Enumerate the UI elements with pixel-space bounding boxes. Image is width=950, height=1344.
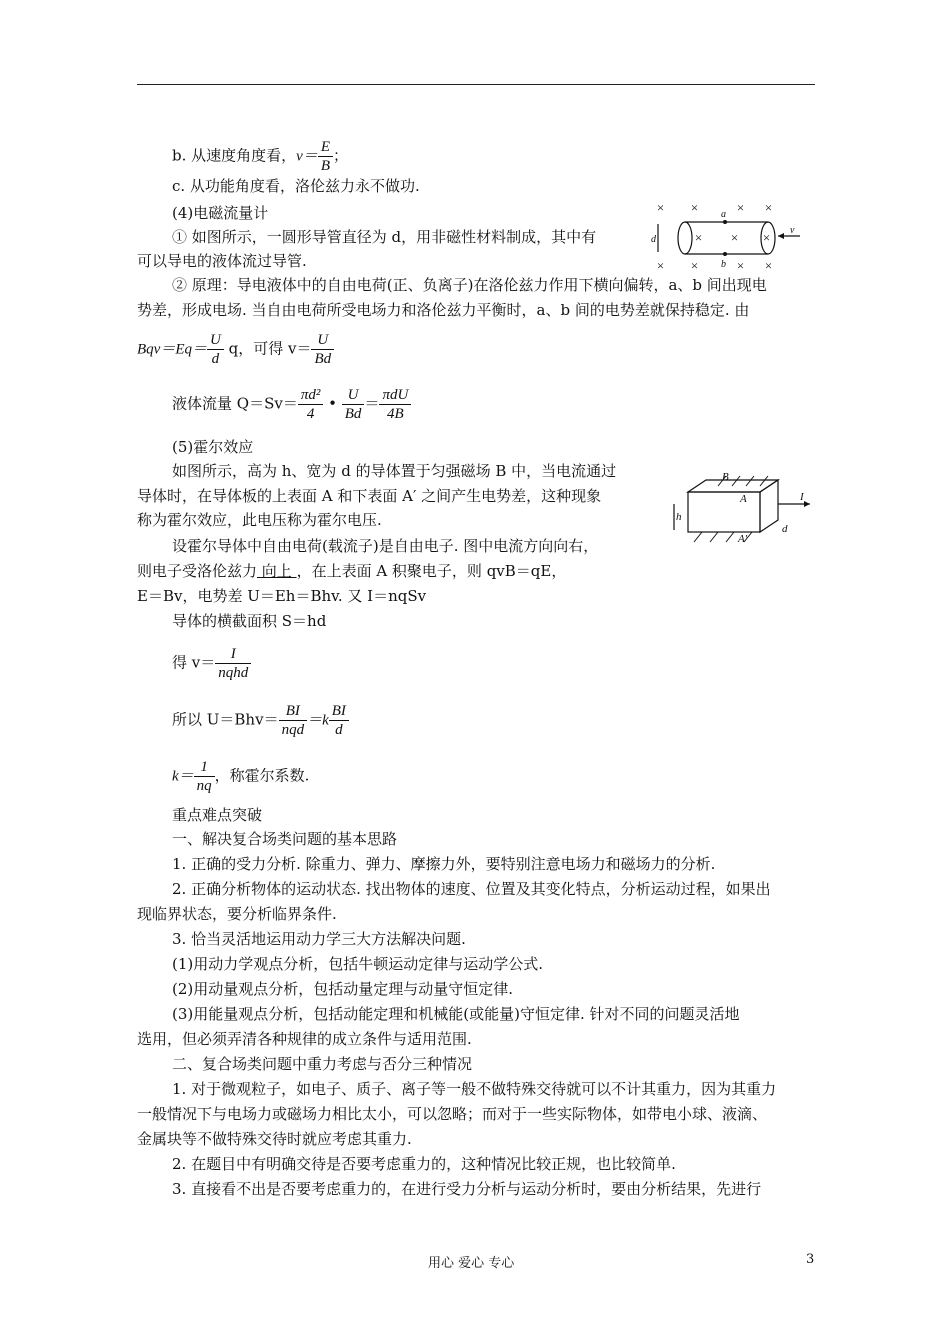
math: k＝ (172, 768, 194, 785)
numerator: E (318, 138, 333, 157)
text: 则电子受洛伦兹力 (137, 562, 258, 580)
denominator: 4 (306, 406, 315, 422)
section-5-heading: (5)霍尔效应 (172, 438, 254, 456)
text: 液体流量 Q＝Sv＝ (172, 394, 298, 413)
label-B: B (722, 471, 729, 483)
field-cross: × (656, 258, 665, 273)
equation-2 (172, 386, 411, 423)
label-A: A (740, 493, 747, 505)
label-I: I (800, 491, 804, 503)
label-A-prime: A′ (738, 533, 748, 545)
numerator: BI (279, 702, 308, 721)
denominator: nq (196, 778, 212, 794)
numerator: U (342, 386, 365, 405)
fraction (342, 386, 365, 423)
flow-arrowhead (778, 233, 784, 239)
paragraph-line: 一般情况下与电场力或磁场力相比太小，可以忽略；而对于一些实际物体，如带电小球、液滴、 (137, 1105, 768, 1123)
equation-1 (137, 331, 334, 368)
paragraph-line: 1. 正确的受力分析. 除重力、弹力、摩擦力外，要特别注意电场力和磁场力的分析. (172, 855, 716, 873)
equation-4 (172, 702, 349, 739)
dot: • (328, 394, 337, 413)
paragraph-line: 势差，形成电场. 当自由电荷所受电场力和洛伦兹力平衡时，a、b 间的电势差就保持稳定. 由 (137, 301, 750, 319)
numerator: πdU (379, 386, 411, 405)
denominator: d (211, 351, 220, 367)
paragraph-line: 导体时，在导体板的上表面 A 和下表面 A′ 之间产生电势差，这种现象 (137, 487, 602, 505)
denominator: Bd (314, 351, 332, 367)
paragraph-line: 设霍尔导体中自由电荷(载流子)是自由电子. 图中电流方向向右， (172, 537, 599, 555)
b-field-arrow (694, 532, 702, 542)
denominator: Bd (344, 406, 362, 422)
denominator: nqd (281, 722, 305, 738)
paragraph-line: (1)用动力学观点分析，包括牛顿运动定律与运动学公式. (172, 955, 544, 973)
text: 所以 U＝Bhv＝ (172, 710, 279, 729)
text: ＝ (364, 394, 380, 413)
paragraph-line: 3. 恰当灵活地运用动力学三大方法解决问题. (172, 930, 466, 948)
fraction (215, 645, 251, 682)
denominator: B (320, 158, 330, 174)
field-cross: × (764, 258, 773, 273)
label-d: d (782, 523, 788, 535)
b-field-arrow (732, 476, 740, 486)
pipe-left-end (678, 222, 692, 254)
field-cross: × (736, 258, 745, 273)
line-b (172, 138, 348, 175)
label-d: d (651, 234, 656, 245)
point-a (723, 220, 727, 224)
field-cross: × (736, 200, 745, 215)
paragraph-line: 如图所示，高为 h、宽为 d 的导体置于匀强磁场 B 中，当电流通过 (172, 462, 617, 480)
text: q，可得 v＝ (228, 339, 312, 358)
math: Bqv＝Eq＝ (137, 341, 207, 358)
field-cross: × (762, 230, 771, 245)
fraction (329, 702, 349, 739)
field-cross: × (730, 230, 739, 245)
denominator: nqhd (218, 665, 249, 681)
paragraph-line: ② 原理：导电液体中的自由电荷(正、负离子)在洛伦兹力作用下横向偏转，a、b 间出现电 (172, 276, 767, 294)
numerator: πd² (298, 386, 324, 405)
paragraph-line: 现临界状态，要分析临界条件. (137, 905, 337, 923)
header-rule (137, 84, 815, 85)
field-cross: × (656, 200, 665, 215)
fraction (207, 331, 224, 368)
math: v＝ (296, 148, 318, 165)
text: 得 v＝ (172, 653, 216, 672)
b-field-arrow (710, 532, 718, 542)
paragraph-line: 1. 对于微观粒子，如电子、质子、离子等一般不做特殊交待就可以不计其重力，因为其重力 (172, 1080, 777, 1098)
fraction (194, 758, 215, 795)
text: ； (332, 146, 348, 165)
answer-blank: 向上 (257, 562, 297, 580)
paragraph-line: E＝Bv，电势差 U＝Eh＝Bhv. 又 I＝nqSv (137, 587, 427, 605)
b-field-arrow (760, 476, 768, 486)
conductor-top-face (688, 480, 778, 492)
conductor-front-face (688, 492, 760, 532)
label-b: b (721, 259, 726, 270)
paragraph-line: 2. 在题目中有明确交待是否要考虑重力的，这种情况比较正规，也比较简单. (172, 1155, 676, 1173)
b-field-arrow (726, 532, 734, 542)
field-cross: × (694, 230, 703, 245)
numerator: U (311, 331, 334, 350)
flowmeter-figure (650, 200, 810, 275)
paragraph-line (137, 564, 566, 579)
fraction (318, 138, 333, 175)
paragraph-line: 3. 直接看不出是否要考虑重力的，在进行受力分析与运动分析时，要由分析结果，先进行 (172, 1180, 762, 1198)
paragraph-line: 称为霍尔效应，此电压称为霍尔电压. (137, 511, 382, 529)
numerator: I (215, 645, 251, 664)
text: b. 从速度角度看， (172, 146, 297, 165)
field-cross: × (690, 258, 699, 273)
field-cross: × (764, 200, 773, 215)
line-c: c. 从功能角度看，洛伦兹力永不做功. (172, 177, 420, 195)
point-b (723, 252, 727, 256)
paragraph-line: 可以导电的液体流过导管. (137, 252, 307, 270)
paragraph-line: 一、解决复合场类问题的基本思路 (172, 830, 398, 848)
key-heading: 重点难点突破 (172, 806, 263, 824)
current-arrowhead (804, 501, 810, 507)
denominator: d (335, 722, 343, 738)
text: ，称霍尔系数. (214, 766, 310, 785)
section-4-heading: (4)电磁流量计 (172, 204, 269, 222)
equation-5 (172, 758, 309, 795)
label-h: h (676, 511, 682, 523)
text: ，在上表面 A 积聚电子，则 qvB＝qE， (296, 562, 567, 580)
paragraph-line: 选用，但必须弄清各种规律的成立条件与适用范围. (137, 1030, 472, 1048)
paragraph-line: (3)用能量观点分析，包括动能定理和机械能(或能量)守恒定律. 针对不同的问题灵活地 (172, 1005, 740, 1023)
fraction (298, 386, 324, 423)
hall-effect-figure (660, 470, 820, 550)
numerator: 1 (194, 758, 215, 777)
footer-center: 用心 爱心 专心 (428, 1256, 515, 1271)
paragraph-line: 2. 正确分析物体的运动状态. 找出物体的速度、位置及其变化特点，分析运动过程，如果出 (172, 880, 771, 898)
label-v: v (790, 225, 795, 236)
field-cross: × (690, 200, 699, 215)
b-field-arrow (746, 476, 754, 486)
label-a: a (721, 209, 726, 220)
fraction (379, 386, 411, 423)
equation-3 (172, 645, 251, 682)
paragraph-line: (2)用动量观点分析，包括动量定理与动量守恒定律. (172, 980, 514, 998)
fraction (279, 702, 308, 739)
math: ＝k (307, 712, 329, 729)
conductor-side-face (760, 480, 778, 532)
fraction (311, 331, 334, 368)
numerator: BI (329, 702, 349, 721)
paragraph-line: 金属块等不做特殊交待时就应考虑其重力. (137, 1130, 412, 1148)
numerator: U (207, 331, 224, 350)
paragraph-line: 二、复合场类问题中重力考虑与否分三种情况 (172, 1055, 473, 1073)
denominator: 4B (387, 406, 404, 422)
page-number: 3 (806, 1252, 815, 1267)
paragraph-line: ① 如图所示，一圆形导管直径为 d，用非磁性材料制成，其中有 (172, 228, 597, 246)
paragraph-line: 导体的横截面积 S＝hd (172, 612, 327, 630)
